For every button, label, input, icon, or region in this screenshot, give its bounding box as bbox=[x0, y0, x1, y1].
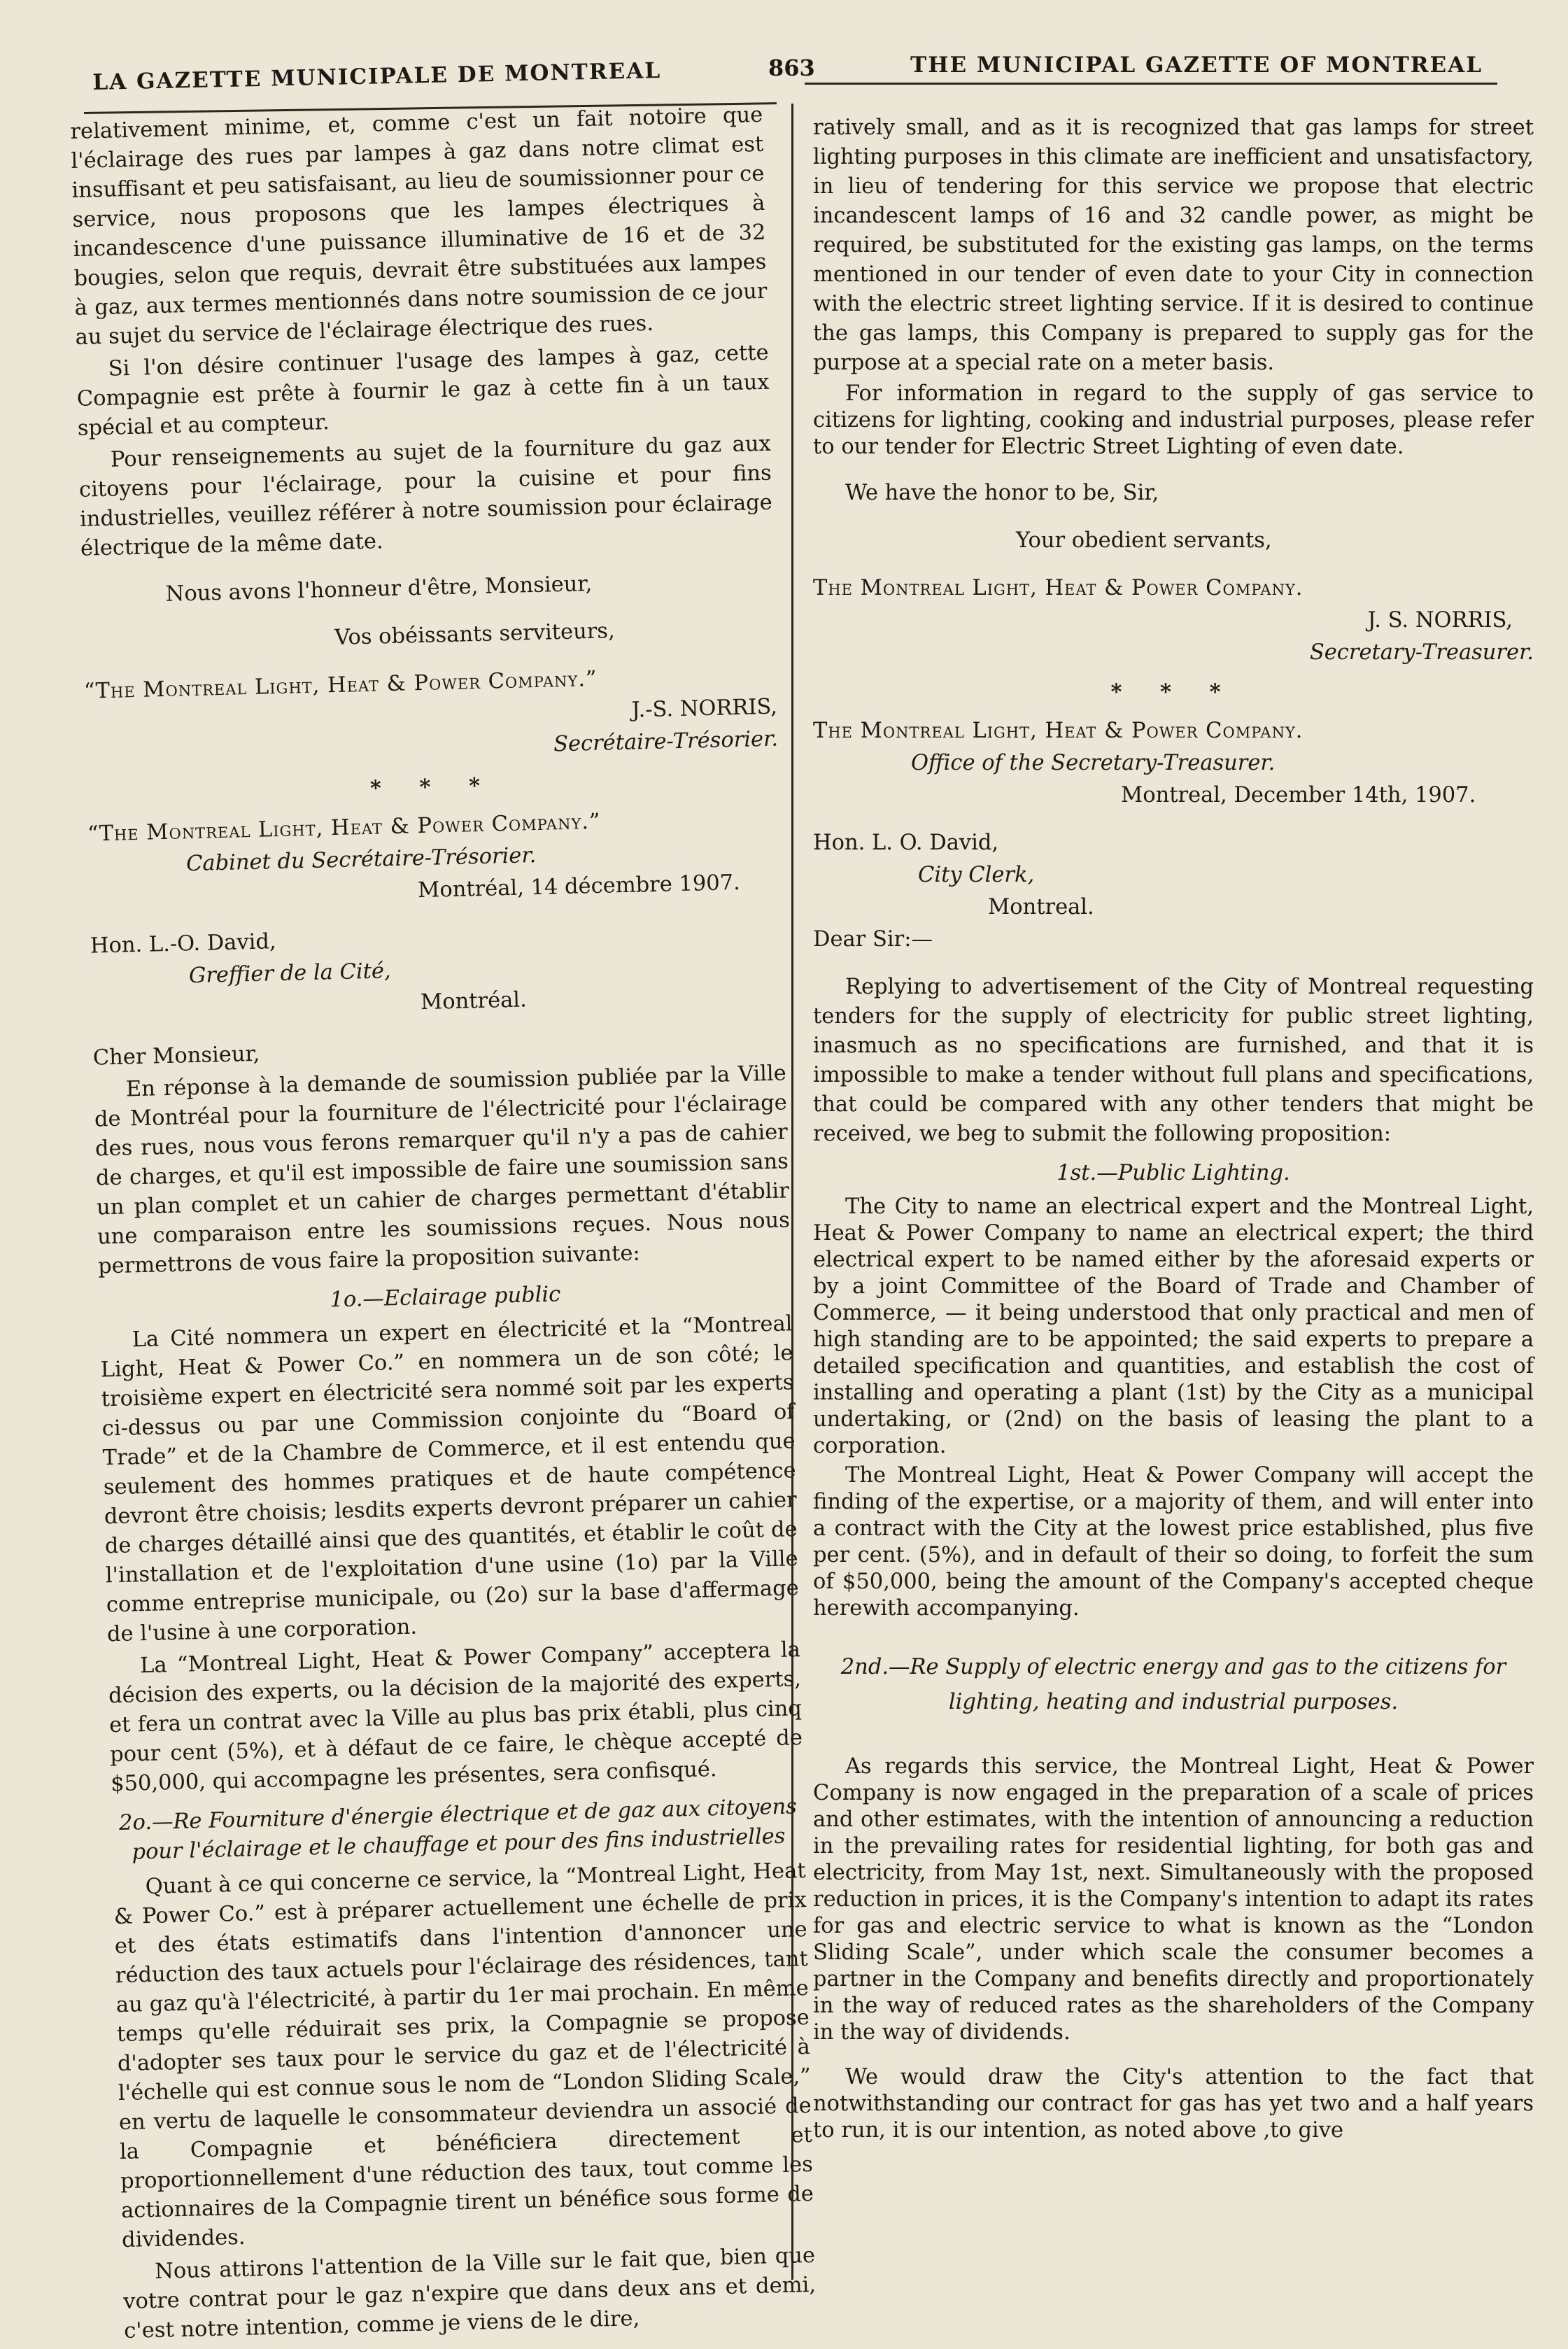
en-addressee-city: Montreal. bbox=[988, 895, 1094, 919]
fr-section-heading: 1o.—Eclairage public bbox=[330, 1282, 561, 1313]
fr-paragraph: La Cité nommera un expert en électricité et la “Montreal Light, Heat & Power Co.” en nommera un de son côté; le troisième expert en électricité sera nommé soit par les experts ci-dessus ou par une Commission conjointe du “Board of Trade” et de la Chambre de Commerce, et il est entendu que seulement des hommes pratiques et de haute compétence devront être choisis; lesdits experts devront préparer un cahier de charges détaillé ainsi que des quantités, et établir le coût de l'installation et de l'exploitation d'une usine (1o) par la Ville comme entreprise municipale, ou (2o) sur la base d'affermage de l'usine à une corporation. bbox=[100, 1311, 800, 1647]
en-paragraph: We would draw the City's attention to the fact that notwithstanding our contract for gas has yet two and a half years to run, it is our intention, as noted above ,to give bbox=[813, 2065, 1534, 2143]
en-paragraph: The City to name an electrical expert and the Montreal Light, Heat & Power Company to name an electrical expert; the third electrical expert to be named either by the aforesaid experts or by a joint Committee of the Board of Trade and Chamber of Commerce, — it being understood that only practical and men of high standing are to be appointed; the said experts to prepare a detailed specification and quantities, and establish the cost of installing and operating a plant (1st) by the City as a municipal undertaking, or (2nd) on the basis of leasing the plant to a corporation. bbox=[813, 1194, 1534, 1458]
fr-paragraph: Quant à ce qui concerne ce service, la “Montreal Light, Heat & Power Co.” est à préparer actuellement une échelle de prix et des états estimatifs dans l'intention d'annoncer une réduction des taux actuels pour l'éclairage des résidences, tant au gaz qu'à l'électricité, à partir du 1er mai prochain. En même temps qu'elle réduirait ses prix, la Compagnie se propose d'adopter ses taux pour le service du gaz et de l'électricité à l'échelle qui est connue sous le nom de “London Sliding Scale,” en vertu de laquelle le consommateur deviendra un associé de la Compagnie et bénéficiera directement et proportionnellement d'une réduction des taux, tout comme les actionnaires de la Compagnie tirent un bénéfice sous forme de dividendes. bbox=[113, 1858, 814, 2253]
en-office: Office of the Secretary-Treasurer. bbox=[911, 751, 1276, 775]
fr-office: Cabinet du Secrétaire-Trésorier. bbox=[185, 843, 537, 877]
fr-paragraph: La “Montreal Light, Heat & Power Company” acceptera la décision des experts, ou la décision de la majorité des experts, et fera un contrat avec la Ville au plus bas prix établi, plus cinq pour cent (5%), et à défaut de ce faire, le chèque accepté de $50,000, qui accompagne les présentes, sera confisqué. bbox=[108, 1637, 803, 1797]
en-paragraph: As regards this service, the Montreal Light, Heat & Power Company is now engaged in the preparation of a scale of prices and other estimates, with the intention of announcing a reduction in the prevailing rates for residential lighting, for both gas and electricity, from May 1st, next. Simultaneously with the proposed reduction in prices, it is the Company's intention to adapt its rates for gas and electric service to what is known as the “London Sliding Scale”, under which scale the consumer becomes a partner in the Company and benefits directly and proportionately in the way of reduced rates as the shareholders of the Company in the way of dividends. bbox=[813, 1754, 1534, 2045]
header-french-title: LA GAZETTE MUNICIPALE DE MONTREAL bbox=[92, 57, 662, 95]
french-column bbox=[70, 101, 817, 2349]
en-company-name: The Montreal Light, Heat & Power Company. bbox=[813, 719, 1304, 743]
english-column bbox=[813, 113, 1534, 2147]
fr-signer: J.-S. NORRIS, bbox=[631, 694, 778, 723]
fr-paragraph: relativement minime, et, comme c'est un fait notoire que l'éclairage des rues par lampes à gaz dans notre climat est insuffisant et peu satisfaisant, au lieu de soumissionner pour ce service, nous proposons que les lampes électriques à incandescence d'une puissance illuminative de 16 et de 32 bougies, selon que requis, devrait être substituées aux lampes à gaz, aux termes mentionnés dans notre soumission de ce jour au sujet du service de l'éclairage électrique des rues. bbox=[70, 102, 768, 350]
en-addressee-title: City Clerk, bbox=[918, 863, 1035, 887]
fr-signer-title: Secrétaire-Trésorier. bbox=[553, 726, 779, 757]
fr-paragraph: Pour renseignements au sujet de la fourniture du gaz aux citoyens pour l'éclairage, pour la cuisine et pour fins industrielles, veuillez référer à notre soumission pour éclairage électrique de la même date. bbox=[78, 431, 773, 561]
en-addressee: Hon. L. O. David, bbox=[813, 831, 999, 855]
fr-paragraph: En réponse à la demande de soumission publiée par la Ville de Montréal pour la fourniture de l'électricité pour l'éclairage des rues, nous vous ferons remarquer qu'il n'y a pas de cahier de charges, et qu'il est impossible de faire une soumission sans un plan complet et un cahier de charges permettant d'établir une comparaison entre les soumissions reçues. Nous nous permettrons de vous faire la proposition suivante: bbox=[94, 1061, 791, 1279]
en-paragraph: For information in regard to the supply of gas service to citizens for lighting, cooking and industrial purposes, please refer to our tender for Electric Street Lighting of even date. bbox=[813, 381, 1534, 459]
header-rule-right bbox=[805, 83, 1497, 85]
en-closing: Your obedient servants, bbox=[1016, 528, 1272, 553]
fr-company-name: “The Montreal Light, Heat & Power Company.” bbox=[83, 666, 598, 704]
en-paragraph: Replying to advertisement of the City of Montreal requesting tenders for the supply of electricity for public street lighting, inasmuch as no specifications are furnished, and that it is impossible to make a tender without full plans and specifications, that could be compared with any other tenders that might be received, we beg to submit the following proposition: bbox=[813, 975, 1534, 1146]
fr-date: Montréal, 14 décembre 1907. bbox=[417, 870, 741, 903]
en-signer: J. S. NORRIS, bbox=[1367, 608, 1513, 633]
fr-addressee-city: Montréal. bbox=[420, 987, 528, 1015]
fr-paragraph: Si l'on désire continuer l'usage des lampes à gaz, cette Compagnie est prête à fournir le gaz à cette fin à un taux spécial et au compteur. bbox=[76, 340, 770, 441]
fr-separator: * * * bbox=[369, 773, 496, 801]
en-date: Montreal, December 14th, 1907. bbox=[1121, 783, 1476, 807]
fr-salutation: Cher Monsieur, bbox=[92, 1041, 260, 1071]
en-salutation: Dear Sir:— bbox=[813, 927, 933, 952]
fr-addressee-title: Greffier de la Cité, bbox=[188, 959, 392, 989]
fr-company-name: “The Montreal Light, Heat & Power Company.” bbox=[87, 809, 601, 847]
en-section-heading: 2nd.—Re Supply of electric energy and gas to the citizens for lighting, heating and industrial purposes. bbox=[840, 1655, 1506, 1714]
fr-section-heading: 2o.—Re Fourniture d'énergie électrique et de gaz aux citoyens pour l'éclairage et le chauffage et pour des fins industrielles bbox=[118, 1794, 798, 1865]
en-separator: * * * bbox=[1110, 679, 1236, 705]
fr-closing: Nous avons l'honneur d'être, Monsieur, bbox=[165, 571, 593, 607]
en-closing: We have the honor to be, Sir, bbox=[845, 481, 1159, 505]
en-signer-title: Secretary-Treasurer. bbox=[1309, 640, 1534, 665]
en-company-name: The Montreal Light, Heat & Power Company. bbox=[813, 576, 1304, 600]
fr-addressee: Hon. L.-O. David, bbox=[90, 929, 276, 959]
page-header bbox=[77, 49, 1491, 105]
en-paragraph: The Montreal Light, Heat & Power Company will accept the finding of the expertise, or a majority of them, and will enter into a contract with the City at the lowest price established, plus five per cent. (5%), and in default of their so doing, to forfeit the sum of $50,000, being the amount of the Company's accepted cheque herewith accompanying. bbox=[813, 1463, 1534, 1621]
header-english-title: THE MUNICIPAL GAZETTE OF MONTREAL bbox=[910, 52, 1483, 78]
en-paragraph: ratively small, and as it is recognized that gas lamps for street lighting purposes in this climate are inefficient and unsatisfactory, in lieu of tendering for this service we propose that electric incandescent lamps of 16 and 32 candle power, as might be required, be substituted for the existing gas lamps, on the terms mentioned in our tender of even date to your City in connection with the electric street lighting service. If it is desired to continue the gas lamps, this Company is prepared to supply gas for the purpose at a special rate on a meter basis. bbox=[813, 115, 1534, 375]
fr-paragraph: Nous attirons l'attention de la Ville sur le fait que, bien que votre contrat pour le gaz n'expire que dans deux ans et demi, c'est notre intention, comme je viens de le dire, bbox=[122, 2243, 817, 2344]
fr-closing: Vos obéissants serviteurs, bbox=[334, 619, 616, 650]
en-section-heading: 1st.—Public Lighting. bbox=[1057, 1161, 1290, 1185]
page-number: 863 bbox=[768, 55, 815, 81]
